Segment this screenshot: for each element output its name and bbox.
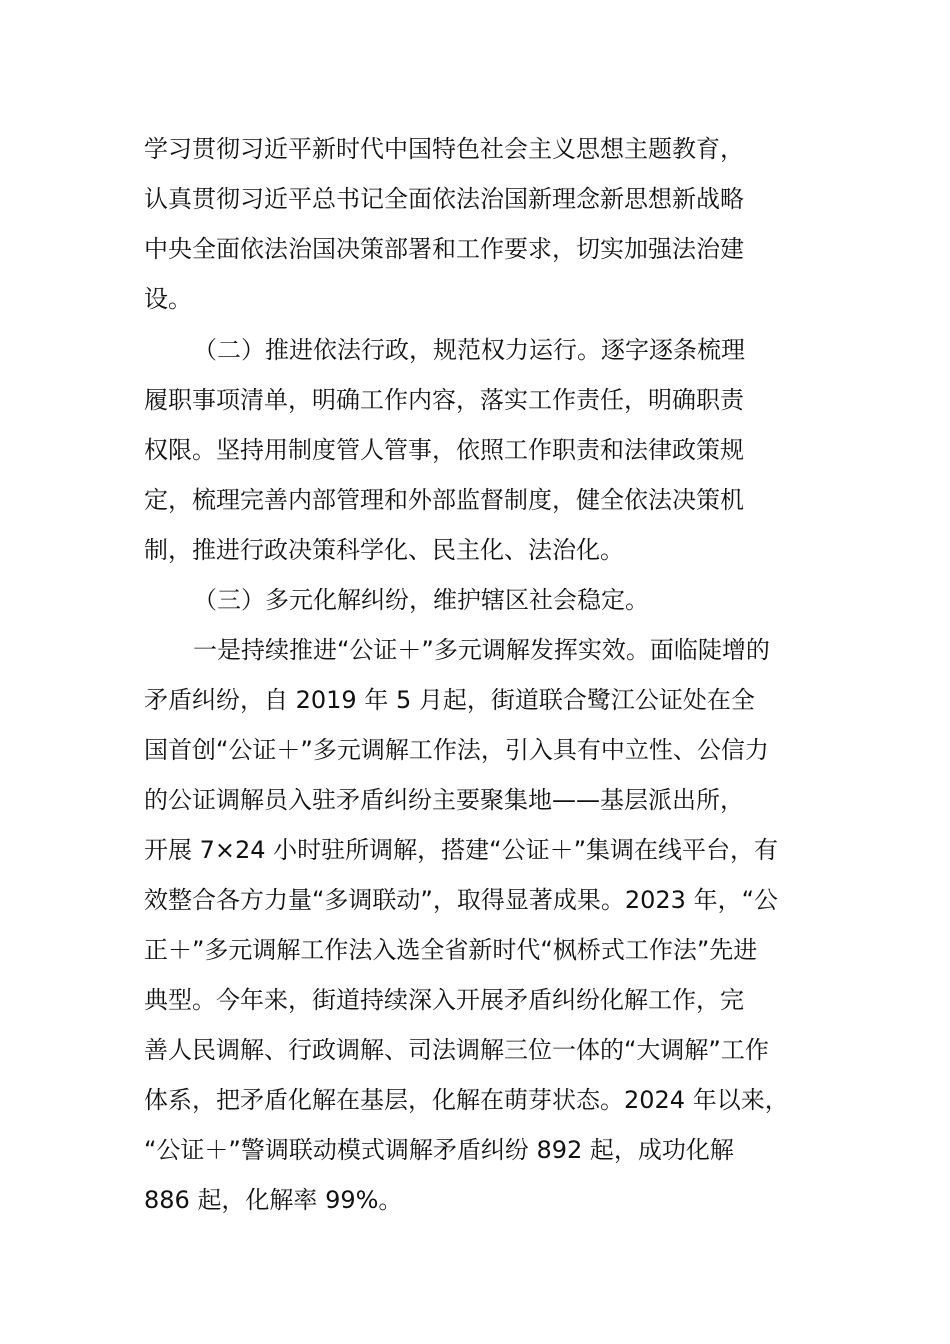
paragraph-line: 中央全面依法治国决策部署和工作要求，切实加强法治建 [144,235,744,263]
paragraph-line: 典型。今年来，街道持续深入开展矛盾纠纷化解工作，完 [144,986,744,1014]
paragraph-line: 矛盾纠纷，自 2019 年 5 月起，街道联合鹭江公证处在全 [144,686,755,714]
paragraph-line: “公证＋”警调联动模式调解矛盾纠纷 892 起，成功化解 [144,1136,734,1164]
paragraph-line: 履职事项清单，明确工作内容，落实工作责任，明确职责 [144,386,744,414]
paragraph-line: 国首创“公证＋”多元调解工作法，引入具有中立性、公信力 [144,736,769,764]
paragraph-line: 权限。坚持用制度管人管事，依照工作职责和法律政策规 [144,436,744,464]
paragraph-line: 的公证调解员入驻矛盾纠纷主要聚集地——基层派出所， [144,786,744,814]
paragraph-line: 886 起，化解率 99%。 [144,1186,403,1214]
paragraph-line: 善人民调解、行政调解、司法调解三位一体的“大调解”工作 [144,1036,769,1064]
paragraph-line: 制，推进行政决策科学化、民主化、法治化。 [144,536,624,564]
paragraph-line: 体系，把矛盾化解在基层，化解在萌芽状态。2024 年以来， [144,1086,789,1114]
paragraph-line: 效整合各方力量“多调联动”，取得显著成果。2023 年，“公 [144,886,779,914]
paragraph-line: 设。 [144,285,192,313]
paragraph-line: 学习贯彻习近平新时代中国特色社会主义思想主题教育， [144,135,744,163]
section-heading-3: （三）多元化解纠纷，维护辖区社会稳定。 [193,586,649,614]
paragraph-line: 正＋”多元调解工作法入选全省新时代“枫桥式工作法”先进 [144,936,758,964]
paragraph-line: 认真贯彻习近平总书记全面依法治国新理念新思想新战略 [144,185,744,213]
paragraph-line: 一是持续推进“公证＋”多元调解发挥实效。面临陡增的 [193,636,770,664]
section-heading-2: （二）推进依法行政，规范权力运行。逐字逐条梳理 [193,336,745,364]
paragraph-line: 开展 7×24 小时驻所调解，搭建“公证＋”集调在线平台，有 [144,836,779,864]
paragraph-line: 定，梳理完善内部管理和外部监督制度，健全依法决策机 [144,486,744,514]
